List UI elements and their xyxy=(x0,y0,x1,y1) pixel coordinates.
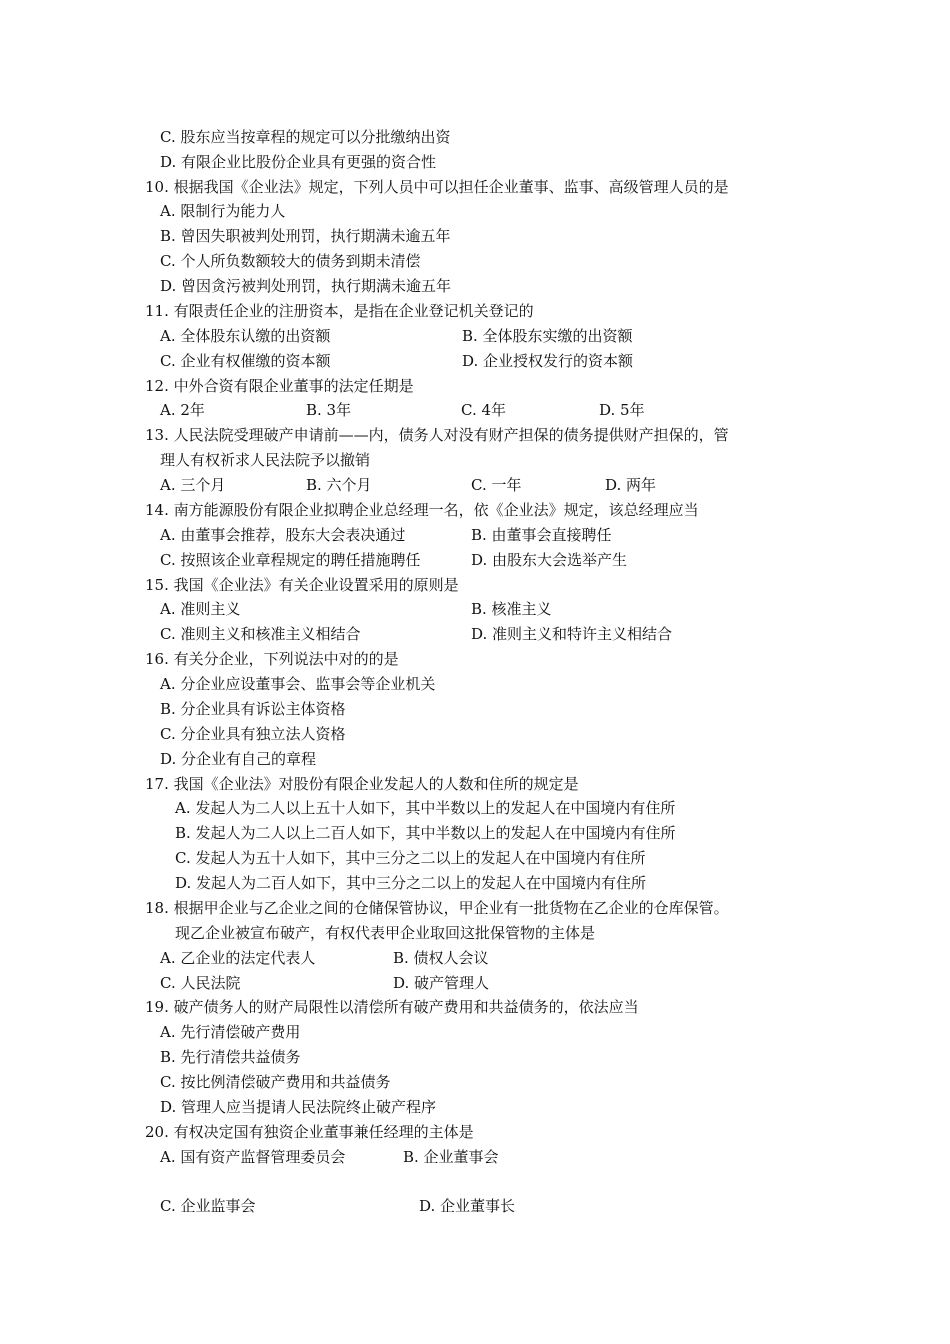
q16-option-d: D. 分企业有自己的章程 xyxy=(160,750,317,768)
q15-option-d: D. 准则主义和特许主义相结合 xyxy=(471,625,673,643)
q17-option-d: D. 发起人为二百人如下，其中三分之二以上的发起人在中国境内有住所 xyxy=(175,874,647,892)
q11-option-a: A. 全体股东认缴的出资额 xyxy=(160,327,331,345)
q18-stem-line1: 18. 根据甲企业与乙企业之间的仓储保管协议，甲企业有一批货物在乙企业的仓库保管。 xyxy=(145,899,729,917)
q10-stem: 10. 根据我国《企业法》规定，下列人员中可以担任企业董事、监事、高级管理人员的是 xyxy=(145,178,729,196)
q13-option-c: C. 一年 xyxy=(471,476,522,494)
q18-option-a: A. 乙企业的法定代表人 xyxy=(160,949,316,967)
q14-option-b: B. 由董事会直接聘任 xyxy=(471,526,612,544)
q10-option-d: D. 曾因贪污被判处刑罚，执行期满未逾五年 xyxy=(160,277,452,295)
q12-option-c: C. 4年 xyxy=(461,401,507,419)
q18-option-b: B. 债权人会议 xyxy=(393,949,489,967)
q13-stem-line2: 理人有权祈求人民法院予以撤销 xyxy=(160,451,371,469)
q15-option-a: A. 准则主义 xyxy=(160,600,241,618)
q19-option-a: A. 先行清偿破产费用 xyxy=(160,1023,301,1041)
q12-option-d: D. 5年 xyxy=(599,401,645,419)
q20-option-a: A. 国有资产监督管理委员会 xyxy=(160,1148,346,1166)
q13-option-d: D. 两年 xyxy=(605,476,657,494)
q20-option-b: B. 企业董事会 xyxy=(403,1148,499,1166)
q19-option-b: B. 先行清偿共益债务 xyxy=(160,1048,301,1066)
q15-option-b: B. 核准主义 xyxy=(471,600,552,618)
q17-option-b: B. 发起人为二人以上二百人如下，其中半数以上的发起人在中国境内有住所 xyxy=(175,824,676,842)
q11-stem: 11. 有限责任企业的注册资本，是指在企业登记机关登记的 xyxy=(145,302,534,320)
q20-option-d: D. 企业董事长 xyxy=(419,1197,516,1215)
q19-option-d: D. 管理人应当提请人民法院终止破产程序 xyxy=(160,1098,437,1116)
q14-stem: 14. 南方能源股份有限企业拟聘企业总经理一名，依《企业法》规定，该总经理应当 xyxy=(145,501,699,519)
q10-option-a: A. 限制行为能力人 xyxy=(160,202,286,220)
q17-option-a: A. 发起人为二人以上五十人如下，其中半数以上的发起人在中国境内有住所 xyxy=(175,799,676,817)
q18-option-c: C. 人民法院 xyxy=(160,974,241,992)
q18-stem-line2: 现乙企业被宣布破产，有权代表甲企业取回这批保管物的主体是 xyxy=(175,924,596,942)
q14-option-d: D. 由股东大会选举产生 xyxy=(471,551,628,569)
q20-option-c: C. 企业监事会 xyxy=(160,1197,256,1215)
q17-option-c: C. 发起人为五十人如下，其中三分之二以上的发起人在中国境内有住所 xyxy=(175,849,646,867)
q16-option-c: C. 分企业具有独立法人资格 xyxy=(160,725,346,743)
q12-option-b: B. 3年 xyxy=(306,401,352,419)
q15-stem: 15. 我国《企业法》有关企业设置采用的原则是 xyxy=(145,576,459,594)
q12-option-a: A. 2年 xyxy=(160,401,205,419)
q19-option-c: C. 按比例清偿破产费用和共益债务 xyxy=(160,1073,391,1091)
q14-option-c: C. 按照该企业章程规定的聘任措施聘任 xyxy=(160,551,421,569)
q16-option-b: B. 分企业具有诉讼主体资格 xyxy=(160,700,346,718)
q13-option-b: B. 六个月 xyxy=(306,476,372,494)
q15-option-c: C. 准则主义和核准主义相结合 xyxy=(160,625,361,643)
q9-option-d: D. 有限企业比股份企业具有更强的资合性 xyxy=(160,153,437,171)
q17-stem: 17. 我国《企业法》对股份有限企业发起人的人数和住所的规定是 xyxy=(145,775,579,793)
q16-stem: 16. 有关分企业，下列说法中对的的是 xyxy=(145,650,399,668)
q10-option-b: B. 曾因失职被判处刑罚，执行期满未逾五年 xyxy=(160,227,451,245)
q14-option-a: A. 由董事会推荐，股东大会表决通过 xyxy=(160,526,406,544)
q9-option-c: C. 股东应当按章程的规定可以分批缴纳出资 xyxy=(160,128,451,146)
q12-stem: 12. 中外合资有限企业董事的法定任期是 xyxy=(145,377,414,395)
q19-stem: 19. 破产债务人的财产局限性以清偿所有破产费用和共益债务的，依法应当 xyxy=(145,998,639,1016)
q13-option-a: A. 三个月 xyxy=(160,476,226,494)
q13-stem-line1: 13. 人民法院受理破产申请前——内，债务人对没有财产担保的债务提供财产担保的，管 xyxy=(145,426,729,444)
q11-option-d: D. 企业授权发行的资本额 xyxy=(462,352,634,370)
q10-option-c: C. 个人所负数额较大的债务到期未清偿 xyxy=(160,252,421,270)
q18-option-d: D. 破产管理人 xyxy=(393,974,490,992)
q20-stem: 20. 有权决定国有独资企业董事兼任经理的主体是 xyxy=(145,1123,474,1141)
q11-option-c: C. 企业有权催缴的资本额 xyxy=(160,352,331,370)
q16-option-a: A. 分企业应设董事会、监事会等企业机关 xyxy=(160,675,436,693)
q11-option-b: B. 全体股东实缴的出资额 xyxy=(462,327,633,345)
